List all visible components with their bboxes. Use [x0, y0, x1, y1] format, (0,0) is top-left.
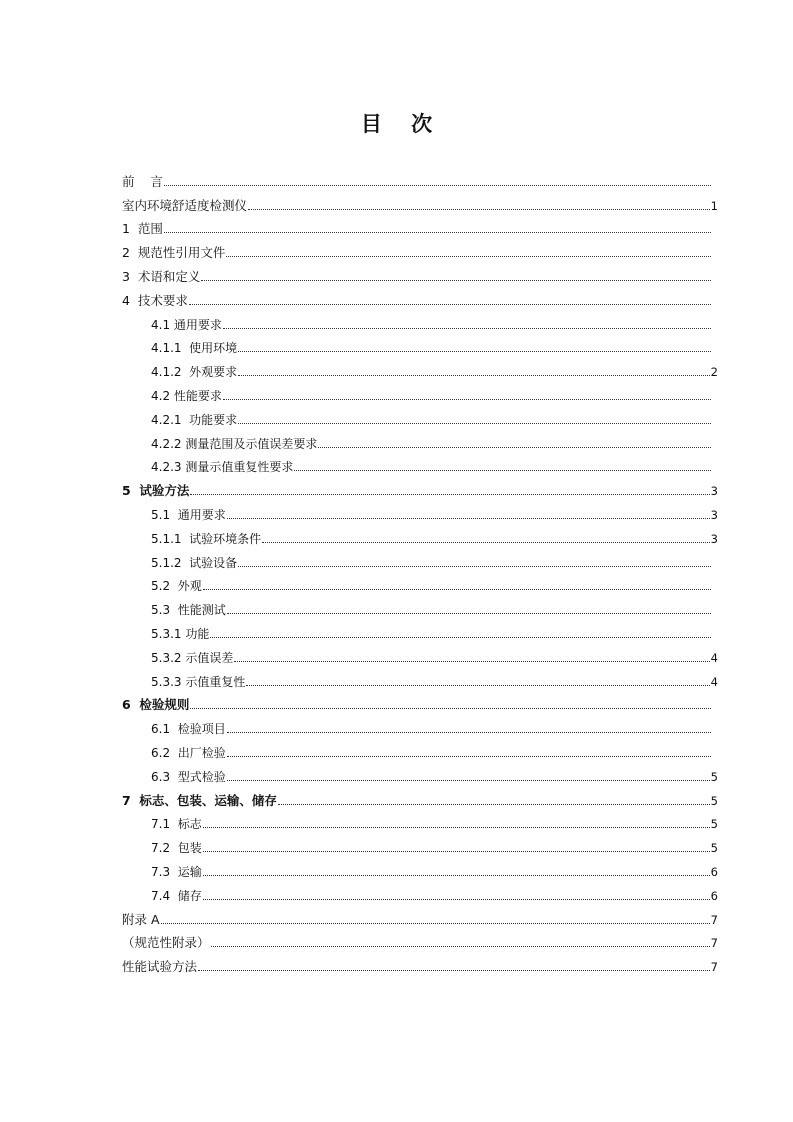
- toc-entry-page-number: 7: [710, 960, 718, 975]
- toc-entry[interactable]: [122, 192, 718, 216]
- dot-leader: [278, 804, 710, 805]
- toc-entry-label: 7 标志、包装、运输、储存: [122, 792, 277, 808]
- toc-entry-label: 5.3.1 功能: [151, 626, 210, 641]
- dot-leader: [223, 328, 711, 329]
- dot-leader: [190, 494, 709, 495]
- toc-entry[interactable]: [122, 763, 718, 787]
- dot-leader: [227, 613, 711, 614]
- toc-entry[interactable]: [122, 168, 718, 192]
- toc-entry[interactable]: [122, 858, 718, 882]
- toc-entry[interactable]: [122, 953, 718, 977]
- toc-entry[interactable]: [122, 930, 718, 954]
- dot-leader: [227, 518, 710, 519]
- toc-entry[interactable]: [122, 787, 718, 811]
- toc-entry-page-number: 3: [710, 484, 718, 499]
- toc-entry[interactable]: [122, 692, 718, 716]
- toc-entry-label: 6.1 检验项目: [151, 722, 226, 737]
- dot-leader: [201, 280, 711, 281]
- toc-entry[interactable]: [122, 596, 718, 620]
- toc-entry[interactable]: [122, 382, 718, 406]
- toc-entry-label: 4.2.1 功能要求: [151, 412, 238, 427]
- toc-entry-page-number: 5: [710, 793, 718, 808]
- toc-entry-label: 5.1 通用要求: [151, 507, 226, 522]
- table-of-contents: [122, 168, 718, 977]
- dot-leader: [189, 304, 711, 305]
- toc-entry-label: 3 术语和定义: [122, 268, 201, 284]
- toc-entry-label: 5.3.3 示值重复性: [151, 674, 246, 689]
- toc-entry[interactable]: [122, 311, 718, 335]
- toc-entry-label: 7.1 标志: [151, 817, 202, 832]
- toc-entry-page-number: 7: [710, 912, 718, 927]
- toc-entry-label: 6.2 出厂检验: [151, 745, 226, 760]
- toc-entry[interactable]: [122, 358, 718, 382]
- toc-entry-label: 4.2.2 测量范围及示值误差要求: [151, 436, 318, 451]
- dot-leader: [227, 780, 710, 781]
- toc-entry-label: 5.3 性能测试: [151, 603, 226, 618]
- toc-entry[interactable]: [122, 335, 718, 359]
- toc-entry-page-number: 6: [710, 888, 718, 903]
- dot-leader: [161, 923, 710, 924]
- dot-leader: [238, 423, 711, 424]
- toc-entry[interactable]: [122, 477, 718, 501]
- dot-leader: [203, 875, 710, 876]
- toc-entry-label: 6 检验规则: [122, 697, 190, 713]
- toc-entry[interactable]: [122, 406, 718, 430]
- toc-entry[interactable]: [122, 501, 718, 525]
- toc-entry-page-number: 7: [710, 936, 718, 951]
- toc-entry-page-number: 5: [710, 841, 718, 856]
- page-title: 目 次: [360, 112, 433, 136]
- dot-leader: [262, 542, 710, 543]
- toc-entry-label: 6.3 型式检验: [151, 769, 226, 784]
- toc-entry[interactable]: [122, 644, 718, 668]
- toc-entry-label: 5.2 外观: [151, 579, 202, 594]
- toc-entry-label: 4.2.3 测量示值重复性要求: [151, 460, 294, 475]
- toc-entry[interactable]: [122, 834, 718, 858]
- dot-leader: [234, 661, 709, 662]
- toc-entry[interactable]: [122, 216, 718, 240]
- toc-entry-page-number: 3: [710, 531, 718, 546]
- toc-entry-label: （规范性附录）: [122, 935, 210, 951]
- toc-entry-label: 4.1 通用要求: [151, 317, 222, 332]
- toc-entry-label: 2 规范性引用文件: [122, 245, 226, 261]
- dot-leader: [203, 827, 710, 828]
- toc-entry-label: 4.1.2 外观要求: [151, 365, 238, 380]
- toc-entry[interactable]: [122, 549, 718, 573]
- dot-leader: [223, 399, 711, 400]
- dot-leader: [164, 185, 711, 186]
- dot-leader: [164, 232, 711, 233]
- toc-entry[interactable]: [122, 906, 718, 930]
- dot-leader: [227, 732, 711, 733]
- toc-entry-page-number: 5: [710, 817, 718, 832]
- dot-leader: [248, 209, 710, 210]
- toc-entry-page-number: 6: [710, 864, 718, 879]
- toc-entry-label: 4.2 性能要求: [151, 388, 222, 403]
- toc-entry-label: 4 技术要求: [122, 292, 188, 308]
- toc-entry[interactable]: [122, 525, 718, 549]
- toc-entry-page-number: 1: [710, 198, 718, 213]
- toc-entry-label: 7.4 储存: [151, 888, 202, 903]
- toc-entry-label: 附录 A: [122, 911, 160, 927]
- toc-entry[interactable]: [122, 882, 718, 906]
- toc-entry-label: 1 范围: [122, 221, 163, 237]
- toc-entry-page-number: 4: [710, 650, 718, 665]
- toc-entry[interactable]: [122, 715, 718, 739]
- toc-entry-label: 5.1.2 试验设备: [151, 555, 238, 570]
- toc-entry[interactable]: [122, 454, 718, 478]
- dot-leader: [238, 566, 711, 567]
- toc-entry-page-number: 2: [710, 365, 718, 380]
- dot-leader: [294, 470, 711, 471]
- toc-entry[interactable]: [122, 668, 718, 692]
- toc-entry[interactable]: [122, 620, 718, 644]
- toc-entry-label: 7.3 运输: [151, 864, 202, 879]
- dot-leader: [246, 685, 709, 686]
- toc-entry-label: 4.1.1 使用环境: [151, 341, 238, 356]
- toc-entry[interactable]: [122, 263, 718, 287]
- toc-entry-label: 性能试验方法: [122, 959, 198, 975]
- toc-entry[interactable]: [122, 430, 718, 454]
- toc-entry-page-number: 4: [710, 674, 718, 689]
- dot-leader: [238, 351, 711, 352]
- dot-leader: [190, 708, 711, 709]
- dot-leader: [210, 637, 711, 638]
- toc-entry-page-number: 3: [710, 507, 718, 522]
- dot-leader: [226, 256, 711, 257]
- toc-entry-label: 5.1.1 试验环境条件: [151, 531, 262, 546]
- toc-entry[interactable]: [122, 239, 718, 263]
- toc-entry-label: 5 试验方法: [122, 483, 190, 499]
- toc-entry[interactable]: [122, 573, 718, 597]
- dot-leader: [211, 946, 710, 947]
- dot-leader: [198, 970, 710, 971]
- toc-entry-label: 7.2 包装: [151, 841, 202, 856]
- dot-leader: [203, 851, 710, 852]
- toc-entry-label: 5.3.2 示值误差: [151, 650, 234, 665]
- toc-entry-page-number: 5: [710, 769, 718, 784]
- toc-entry-label: 前 言: [122, 173, 163, 189]
- toc-entry[interactable]: [122, 811, 718, 835]
- dot-leader: [238, 375, 710, 376]
- toc-entry[interactable]: [122, 287, 718, 311]
- toc-entry[interactable]: [122, 739, 718, 763]
- dot-leader: [203, 589, 711, 590]
- dot-leader: [203, 899, 710, 900]
- dot-leader: [227, 756, 711, 757]
- dot-leader: [318, 447, 711, 448]
- toc-entry-label: 室内环境舒适度检测仪: [122, 197, 248, 213]
